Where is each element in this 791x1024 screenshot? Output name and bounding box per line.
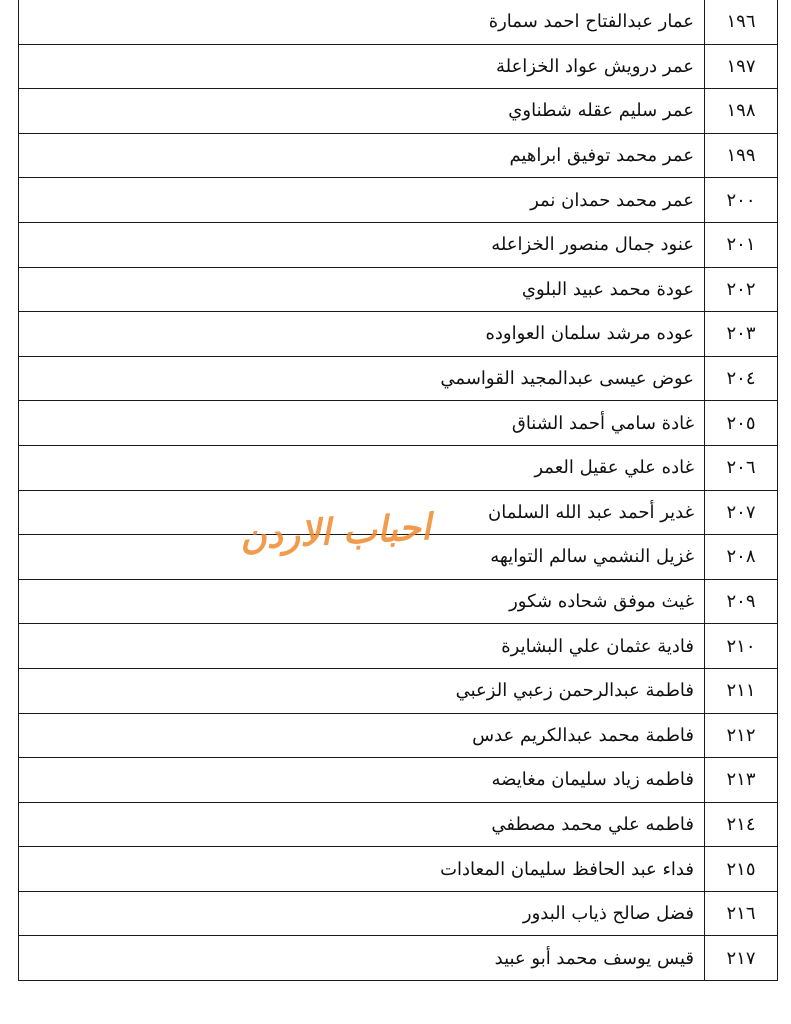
table-row [19, 356, 778, 401]
row-name: غيث موفق شحاده شكور [19, 579, 705, 624]
row-number: ٢٠٣ [705, 312, 778, 357]
row-number: ٢٠٩ [705, 579, 778, 624]
row-name: فاطمة محمد عبدالكريم عدس [19, 713, 705, 758]
row-number: ٢١٧ [705, 936, 778, 981]
table-row [19, 401, 778, 446]
row-number: ٢٠٠ [705, 178, 778, 223]
row-number: ٢١٣ [705, 758, 778, 803]
row-name: عنود جمال منصور الخزاعله [19, 222, 705, 267]
names-table-body [19, 0, 778, 981]
names-table [18, 0, 778, 981]
row-number: ٢٠٥ [705, 401, 778, 446]
row-name: عمر محمد حمدان نمر [19, 178, 705, 223]
table-row [19, 312, 778, 357]
table-row [19, 668, 778, 713]
table-row [19, 490, 778, 535]
row-number: ٢١٢ [705, 713, 778, 758]
table-row [19, 758, 778, 803]
row-name: عودة محمد عبيد البلوي [19, 267, 705, 312]
table-row [19, 178, 778, 223]
row-number: ٢٠٨ [705, 535, 778, 580]
table-row [19, 222, 778, 267]
table-row [19, 535, 778, 580]
watermark-logo: احباب الاردن [239, 507, 432, 558]
table-row [19, 445, 778, 490]
table-row [19, 267, 778, 312]
row-number: ١٩٦ [705, 0, 778, 44]
row-name: غدير أحمد عبد الله السلمان [19, 490, 705, 535]
row-number: ٢٠٦ [705, 445, 778, 490]
row-number: ١٩٨ [705, 89, 778, 134]
table-row [19, 44, 778, 89]
row-name: عمر درويش عواد الخزاعلة [19, 44, 705, 89]
table-row [19, 802, 778, 847]
row-name: عوض عيسى عبدالمجيد القواسمي [19, 356, 705, 401]
row-name: عوده مرشد سلمان العواوده [19, 312, 705, 357]
row-number: ٢٠٤ [705, 356, 778, 401]
table-row [19, 847, 778, 892]
table-row [19, 624, 778, 669]
table-row [19, 89, 778, 134]
table-row [19, 133, 778, 178]
row-number: ٢١٥ [705, 847, 778, 892]
row-name: فاطمه زياد سليمان مغايضه [19, 758, 705, 803]
row-name: غادة سامي أحمد الشناق [19, 401, 705, 446]
row-name: فداء عبد الحافظ سليمان المعادات [19, 847, 705, 892]
row-number: ٢١٤ [705, 802, 778, 847]
row-name: فضل صالح ذياب البدور [19, 891, 705, 936]
row-name: عمار عبدالفتاح احمد سمارة [19, 0, 705, 44]
table-row [19, 579, 778, 624]
row-number: ٢١٦ [705, 891, 778, 936]
table-row [19, 936, 778, 981]
row-name: عمر محمد توفيق ابراهيم [19, 133, 705, 178]
row-name: عمر سليم عقله شطناوي [19, 89, 705, 134]
row-name: غاده علي عقيل العمر [19, 445, 705, 490]
row-number: ٢١١ [705, 668, 778, 713]
table-row [19, 713, 778, 758]
table-row [19, 0, 778, 44]
row-number: ٢٠٢ [705, 267, 778, 312]
row-number: ٢٠١ [705, 222, 778, 267]
row-name: قيس يوسف محمد أبو عبيد [19, 936, 705, 981]
row-number: ٢٠٧ [705, 490, 778, 535]
row-name: فاطمه علي محمد مصطفي [19, 802, 705, 847]
row-number: ٢١٠ [705, 624, 778, 669]
row-number: ١٩٩ [705, 133, 778, 178]
row-name: فاطمة عبدالرحمن زعبي الزعبي [19, 668, 705, 713]
row-name: فادية عثمان علي البشايرة [19, 624, 705, 669]
row-number: ١٩٧ [705, 44, 778, 89]
row-name: غزيل النشمي سالم التوايهه [19, 535, 705, 580]
table-row [19, 891, 778, 936]
